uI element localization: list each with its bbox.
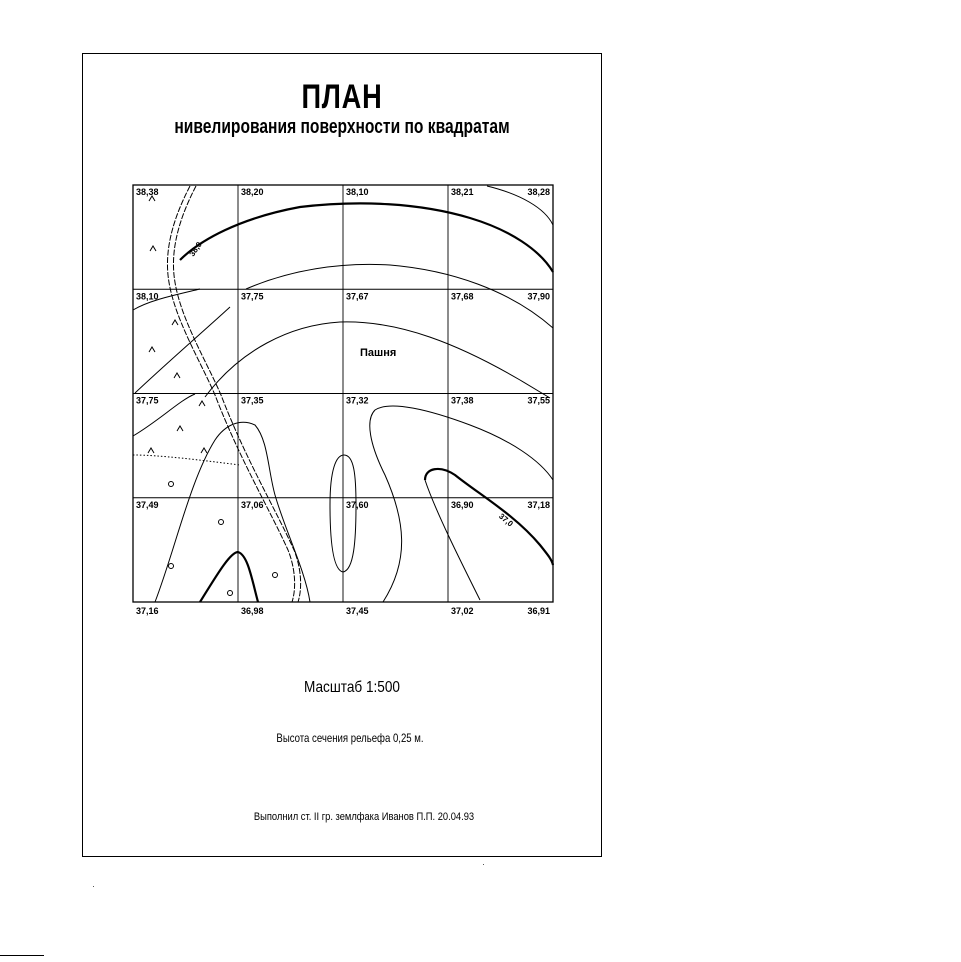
elevation-label: 37,68 (451, 291, 474, 302)
caret-symbol (149, 347, 155, 352)
elevation-label: 38,38 (136, 187, 159, 197)
elevation-label: 37,60 (346, 499, 369, 510)
road (167, 186, 300, 602)
elevation-label: 38,10 (136, 291, 159, 302)
elevation-label: 37,75 (136, 395, 159, 406)
caret-symbol (199, 401, 205, 406)
circle-symbol (169, 564, 174, 569)
map-subtitle: нивелирования поверхности по квадратам (174, 116, 510, 138)
contour-line (155, 422, 310, 602)
circle-symbol (169, 482, 174, 487)
dotted-boundary (133, 455, 240, 465)
elevation-label: 38,28 (527, 187, 550, 197)
elevation-label: 36,90 (451, 499, 474, 510)
scale-text: Масштаб 1:500 (304, 679, 400, 696)
contour-line (135, 307, 550, 398)
elevation-label: 37,49 (136, 499, 159, 510)
caret-symbol (148, 448, 154, 453)
elevation-label: 37,67 (346, 291, 369, 302)
elevation-label: 37,06 (241, 499, 264, 510)
elevation-label: 37,18 (527, 499, 550, 510)
caret-symbol (150, 246, 156, 251)
elevation-label: 37,75 (241, 291, 264, 302)
author-text: Выполнил ст. II гр. землфака Иванов П.П. 20.04.93 (253, 811, 475, 823)
elevation-label: 36,98 (241, 606, 264, 616)
elevation-label: 38,21 (451, 187, 474, 197)
elevation-label: 37,38 (451, 395, 474, 406)
circle-symbols (169, 482, 278, 596)
scan-mark (0, 955, 44, 956)
circle-symbol (219, 520, 224, 525)
caret-symbol (172, 320, 178, 325)
elevation-label: 36,91 (527, 606, 550, 616)
circle-symbol (273, 573, 278, 578)
contour-line (425, 469, 553, 565)
scan-dot (483, 864, 484, 865)
elevation-label: 37,90 (527, 291, 550, 302)
caret-symbols (148, 196, 207, 453)
caret-symbol (177, 426, 183, 431)
map-title: ПЛАН (301, 78, 383, 116)
elevation-label: 37,32 (346, 395, 369, 406)
caret-symbol (174, 373, 180, 378)
contour-line (246, 264, 553, 328)
caret-symbol (201, 448, 207, 453)
elevation-label: 38,20 (241, 187, 264, 197)
field-label: Пашня (360, 347, 397, 359)
contour-line (180, 203, 553, 272)
elevation-label: 38,10 (346, 187, 369, 197)
contour-label: 37,0 (497, 511, 515, 529)
scan-dot (93, 886, 94, 887)
circle-symbol (228, 591, 233, 596)
elevation-label: 37,45 (346, 606, 369, 616)
contour-line (200, 552, 258, 602)
elevation-label: 37,55 (527, 395, 550, 406)
relief-interval-text: Высота сечения рельефа 0,25 м. (276, 731, 424, 745)
contour-label: 38,0 (187, 240, 204, 259)
elevation-label: 37,02 (451, 606, 474, 616)
elevation-label: 37,35 (241, 395, 264, 406)
elevation-label: 37,16 (136, 606, 159, 616)
